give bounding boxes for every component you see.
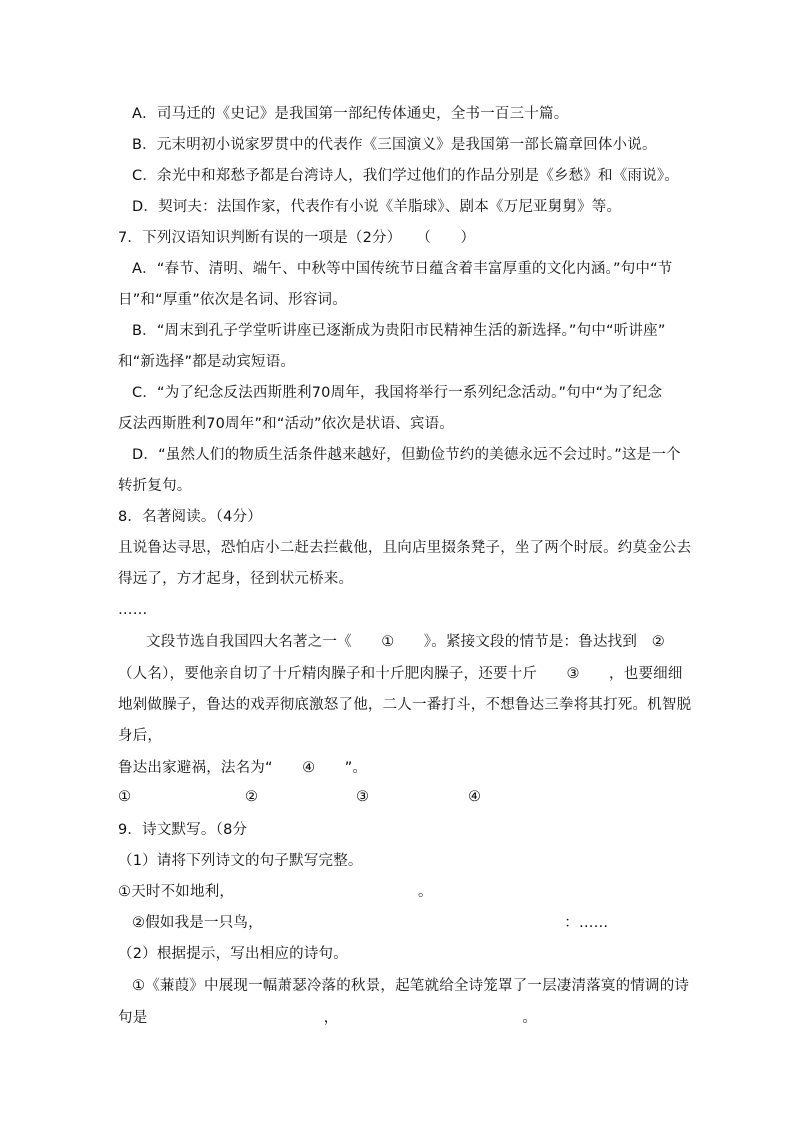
q7-option-c-line1: C．“为了纪念反法西斯胜利70周年，我国将举行一系列纪念活动。”句中“为了纪念 [132,385,663,401]
q7-option-a-line2: 日”和“厚重”依次是名词、形容词。 [118,292,347,308]
q9-part2-line1: ①《蒹葭》中展现一幅萧瑟冷落的秋景，起笔就给全诗笼罩了一层凄清落寞的情调的诗 [132,978,690,994]
q9-part1-title: （1）请将下列诗文的句子默写完整。 [118,853,363,869]
q6-option-c: C．余光中和郑愁予都是台湾诗人，我们学过他们的作品分别是《乡愁》和《雨说》。 [132,168,679,184]
q7-option-d-line2: 转折复句。 [118,478,192,494]
answer-label-2: ② [245,789,259,805]
q8-question-line1: 文段节选自我国四大名著之一《 ① 》。紧接文段的情节是：鲁达找到 ② [146,634,665,650]
q9-part1-item1: ①天时不如地利， 。 [118,884,433,900]
q8-question-line4: 身后， [118,728,163,744]
q7-option-b-line2: 和“新选择”都是动宾短语。 [118,354,296,370]
q8-passage-line2: 得远了，方才起身，径到状元桥来。 [118,571,354,587]
answer-label-3: ③ [356,789,370,805]
q6-option-d: D．契诃夫：法国作家，代表作有小说《羊脂球》、剧本《万尼亚舅舅》等。 [132,199,622,215]
q9-part2-title: （2）根据提示，写出相应的诗句。 [118,946,348,962]
q8-question-line5: 鲁达出家避祸，法名为“ ④ ”。 [118,760,368,776]
q7-option-a-line1: A．“春节、清明、端午、中秋等中国传统节日蕴含着丰富厚重的文化内涵。”句中“节 [132,261,673,277]
q9-stem: 9．诗文默写。（8分 [118,822,248,838]
q8-answer-blanks [118,789,678,809]
q8-question-line2: （人名），要他亲自切了十斤精肉臊子和十斤肥肉臊子，还要十斤 ③ ，也要细细 [118,666,683,682]
q8-passage-ellipsis: …… [118,602,148,618]
q7-option-d-line1: D．“虽然人们的物质生活条件越来越好，但勤俭节约的美德永远不会过时。”这是一个 [132,447,681,463]
answer-label-4: ④ [468,789,482,805]
q8-passage-line1: 且说鲁达寻思，恐怕店小二赶去拦截他，且向店里掇条凳子，坐了两个时辰。约莫金公去 [118,540,692,556]
q6-option-a: A．司马迁的《史记》是我国第一部纪传体通史，全书一百三十篇。 [132,106,569,122]
q9-part1-item2: ②假如我是一只鸟， ：…… [132,915,609,931]
q9-part2-line2: 句是 ， 。 [118,1010,538,1026]
q7-option-c-line2: 反法西斯胜利70周年”和“活动”依次是状语、宾语。 [118,416,454,432]
q8-question-line3: 地剁做臊子，鲁达的戏弄彻底激怒了他，二人一番打斗，不想鲁达三拳将其打死。机智脱 [118,697,692,713]
q7-stem: 7．下列汉语知识判断有误的一项是（2分） （ ） [118,230,476,246]
q7-option-b-line1: B．“周末到孔子学堂听讲座已逐渐成为贵阳市民精神生活的新选择。”句中“听讲座” [132,323,666,339]
q6-option-b: B．元末明初小说家罗贯中的代表作《三国演义》是我国第一部长篇章回体小说。 [132,137,657,153]
answer-label-1: ① [118,789,132,805]
q8-stem: 8．名著阅读。（4分） [118,509,262,525]
